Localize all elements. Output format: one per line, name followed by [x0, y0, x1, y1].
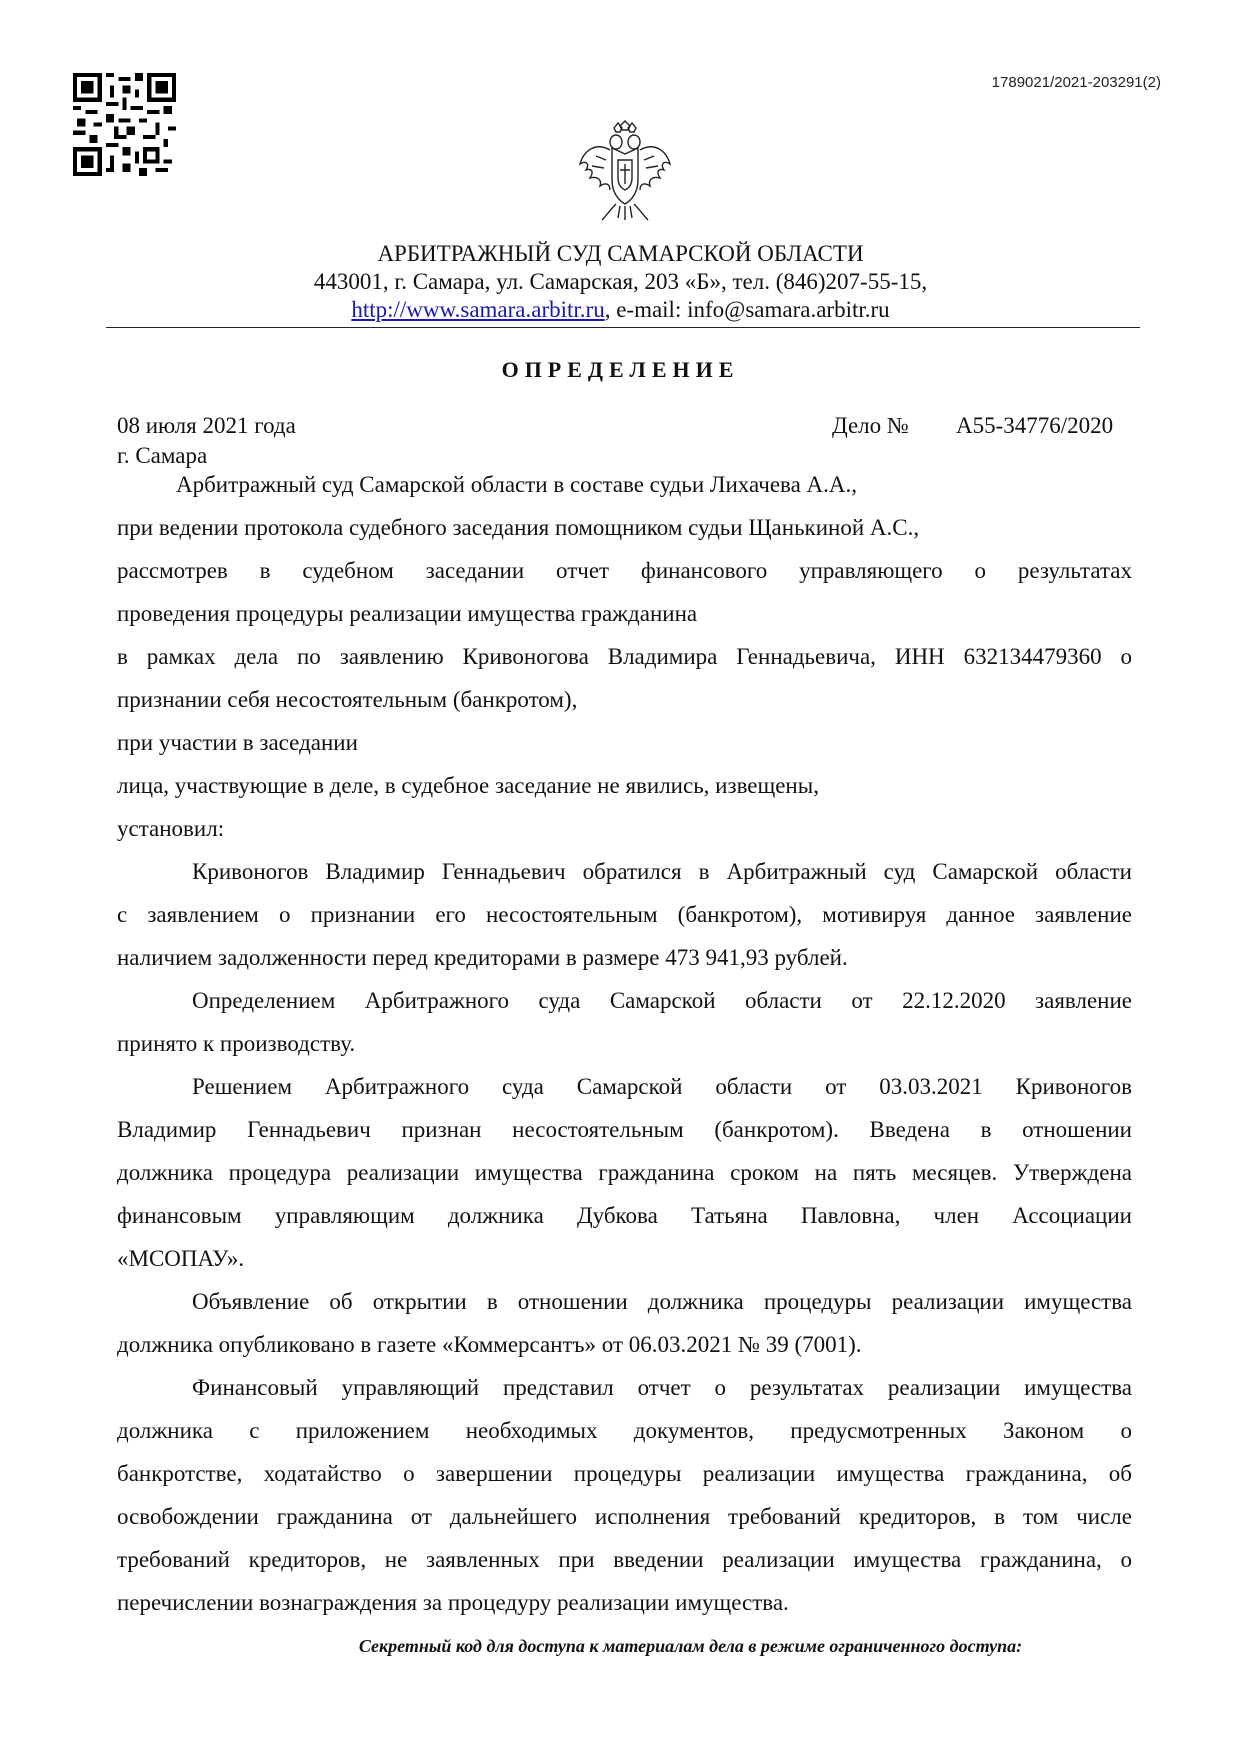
- text-line: «МСОПАУ».: [117, 1246, 245, 1271]
- text-line: должника процедура реализации имущества гражданина сроком на пять месяцев. Утверждена: [117, 1160, 1132, 1185]
- text-line: Решением Арбитражного суда Самарской области от 03.03.2021 Кривоногов: [192, 1074, 1132, 1099]
- qr-code-icon: [73, 73, 176, 176]
- text-line: требований кредиторов, не заявленных при введении реализации имущества гражданина, о: [117, 1547, 1132, 1572]
- text-line: перечислении вознаграждения за процедуру реализации имущества.: [117, 1590, 789, 1615]
- text-line: банкротстве, ходатайство о завершении процедуры реализации имущества гражданина, об: [117, 1461, 1132, 1486]
- court-contacts: [0, 296, 1241, 324]
- text-line: наличием задолженности перед кредиторами в размере 473 941,93 рублей.: [117, 945, 848, 970]
- text-line: Объявление об открытии в отношении должника процедуры реализации имущества: [192, 1289, 1132, 1314]
- text-line: при ведении протокола судебного заседания помощником судьи Щанькиной А.С.,: [117, 515, 920, 540]
- text-line: проведения процедуры реализации имущества гражданина: [117, 601, 698, 626]
- case-number: А55-34776/2020: [956, 413, 1114, 438]
- russian-coat-of-arms-icon: [576, 120, 674, 224]
- text-line: Кривоногов Владимир Геннадьевич обратился в Арбитражный суд Самарской области: [192, 859, 1132, 884]
- document-id: 1789021/2021-203291(2): [991, 74, 1161, 91]
- court-email: , e-mail: info@samara.arbitr.ru: [604, 297, 890, 322]
- text-line: лица, участвующие в деле, в судебное заседание не явились, извещены,: [117, 773, 819, 798]
- text-line: установил:: [117, 816, 225, 841]
- secret-code-note: Секретный код для доступа к материалам дела в режиме ограниченного доступа:: [358, 1636, 1023, 1656]
- text-line: освобождении гражданина от дальнейшего исполнения требований кредиторов, в том числе: [117, 1504, 1132, 1529]
- text-line: Арбитражный суд Самарской области в составе судьи Лихачева А.А.,: [176, 472, 858, 497]
- text-line: признании себя несостоятельным (банкротом),: [117, 687, 578, 712]
- court-name: АРБИТРАЖНЫЙ СУД САМАРСКОЙ ОБЛАСТИ: [377, 241, 864, 266]
- text-line: должника с приложением необходимых документов, предусмотренных Законом о: [117, 1418, 1132, 1443]
- case-label: Дело №: [832, 413, 909, 438]
- text-line: с заявлением о признании его несостоятельным (банкротом), мотивируя данное заявление: [117, 902, 1132, 927]
- text-line: финансовым управляющим должника Дубкова Татьяна Павловна, член Ассоциации: [117, 1203, 1132, 1228]
- court-website-link[interactable]: http://www.samara.arbitr.ru: [351, 297, 605, 322]
- header-divider: [106, 327, 1140, 328]
- text-line: в рамках дела по заявлению Кривоногова Владимира Геннадьевича, ИНН 632134479360 о: [117, 644, 1132, 669]
- document-title: ОПРЕДЕЛЕНИЕ: [501, 357, 740, 382]
- document-city: г. Самара: [117, 443, 208, 468]
- text-line: должника опубликовано в газете «Коммерсантъ» от 06.03.2021 № 39 (7001).: [117, 1332, 862, 1357]
- court-address: 443001, г. Самара, ул. Самарская, 203 «Б», тел. (846)207-55-15,: [313, 269, 928, 294]
- text-line: при участии в заседании: [117, 730, 358, 755]
- document-date: 08 июля 2021 года: [117, 413, 296, 438]
- text-line: Владимир Геннадьевич признан несостоятельным (банкротом). Введена в отношении: [117, 1117, 1132, 1142]
- text-line: Определением Арбитражного суда Самарской области от 22.12.2020 заявление: [192, 988, 1132, 1013]
- court-header: [0, 240, 1241, 324]
- text-line: принято к производству.: [117, 1031, 356, 1056]
- text-line: рассмотрев в судебном заседании отчет финансового управляющего о результатах: [117, 558, 1132, 583]
- text-line: Финансовый управляющий представил отчет о результатах реализации имущества: [192, 1375, 1132, 1400]
